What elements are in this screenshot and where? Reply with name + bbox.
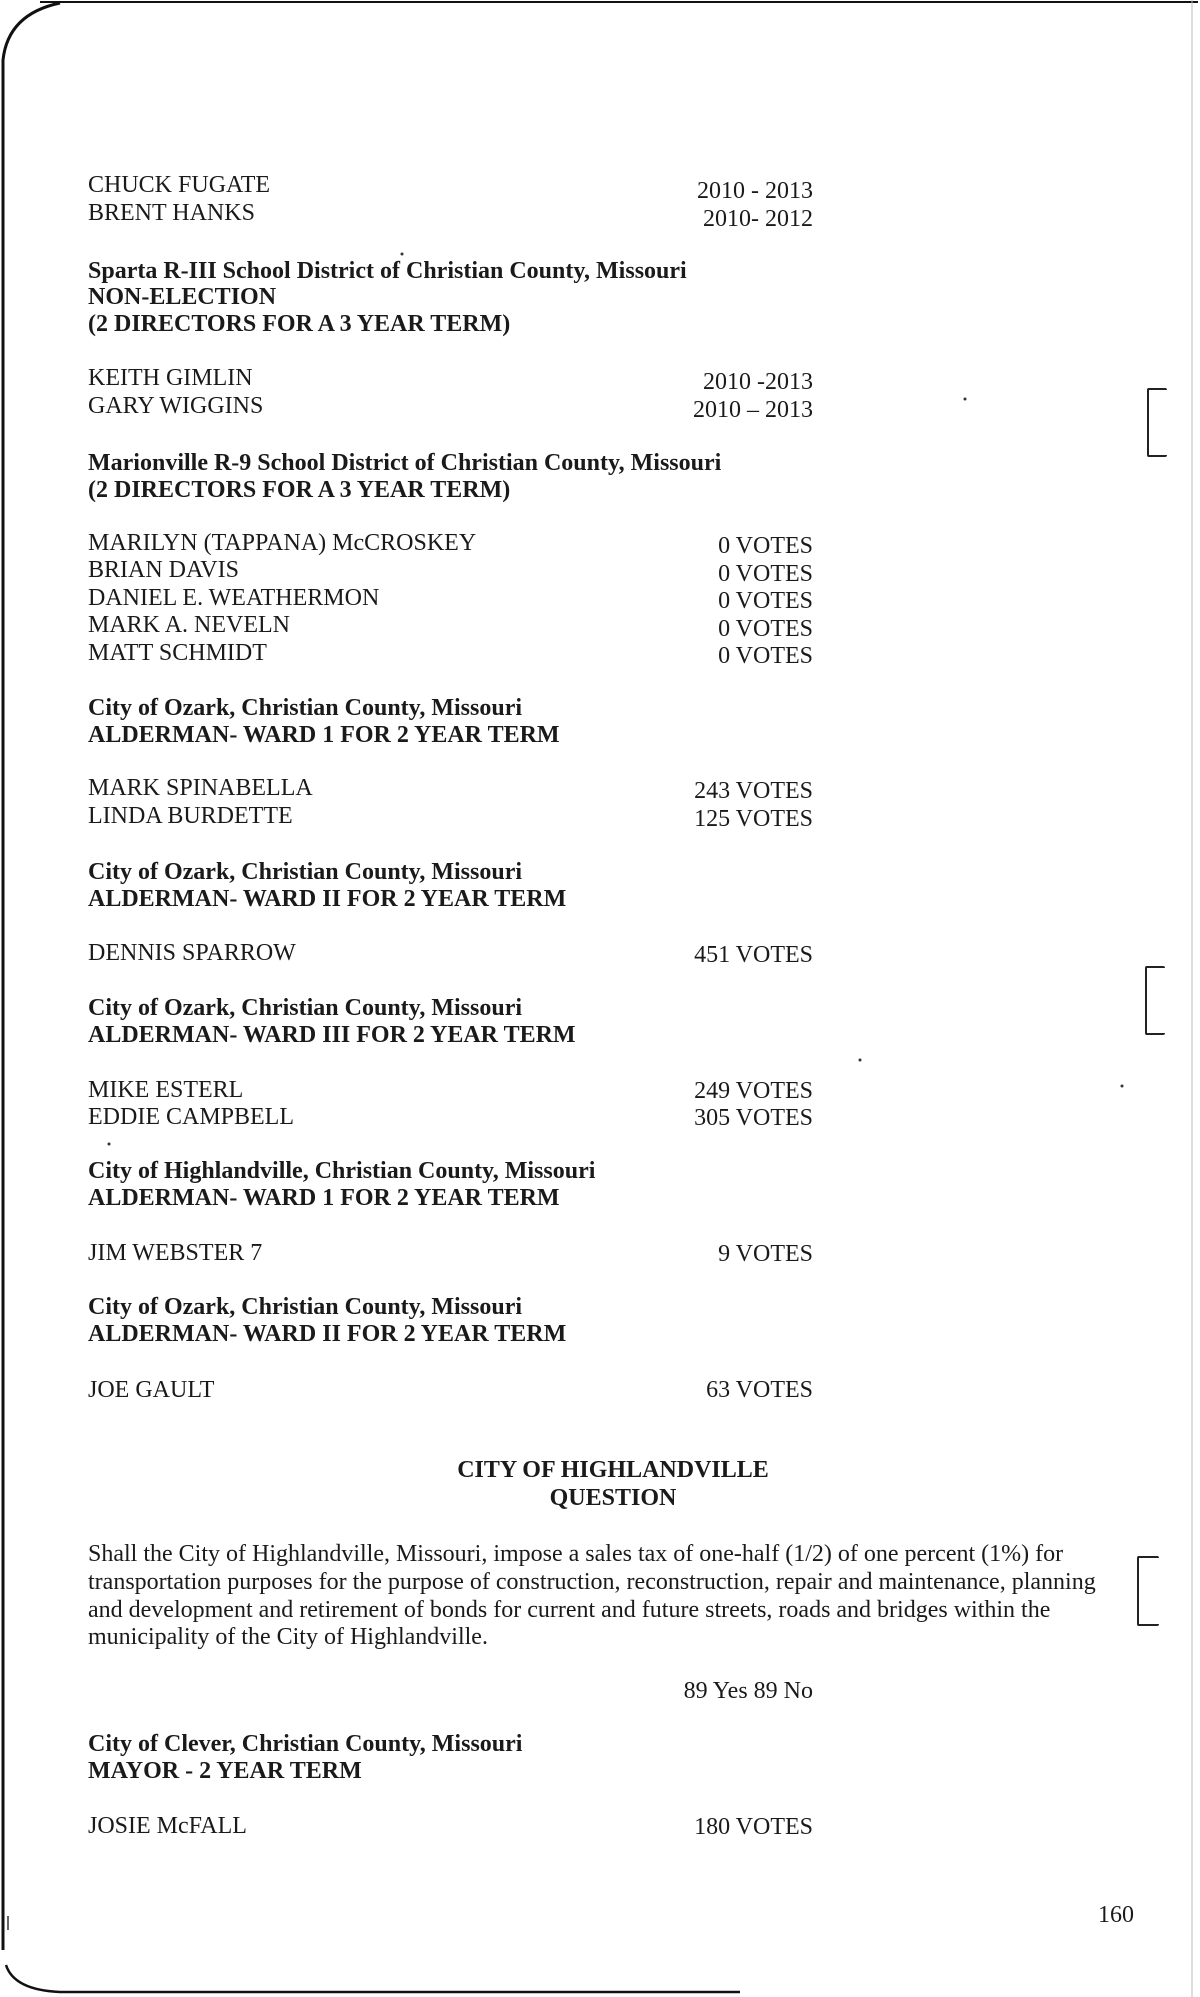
entry-name: MATT SCHMIDT (88, 640, 267, 666)
question-text-line: and development and retirement of bonds for current and future streets, roads and bridges within the (88, 1597, 1051, 1623)
question-result: 89 Yes 89 No (683, 1678, 813, 1704)
entry-value: 0 VOTES (718, 616, 813, 642)
entry-value: 2010- 2012 (703, 206, 813, 232)
section-heading: Marionville R-9 School District of Christian County, Missouri (88, 450, 722, 476)
section-heading: ALDERMAN- WARD II FOR 2 YEAR TERM (88, 1321, 567, 1347)
question-title: QUESTION (549, 1485, 677, 1511)
section-heading: ALDERMAN- WARD II FOR 2 YEAR TERM (88, 886, 567, 912)
entry-name: MARILYN (TAPPANA) McCROSKEY (88, 530, 477, 556)
question-text-line: Shall the City of Highlandville, Missouri, impose a sales tax of one-half (1/2) of one percent (1%) for (88, 1541, 1064, 1567)
section-heading: NON-ELECTION (88, 284, 277, 310)
entry-name: JOE GAULT (88, 1377, 215, 1403)
section-heading: (2 DIRECTORS FOR A 3 YEAR TERM) (88, 311, 511, 337)
entry-name: BRIAN DAVIS (88, 557, 239, 583)
section-heading: City of Ozark, Christian County, Missouri (88, 1294, 523, 1320)
entry-value: 2010 -2013 (703, 369, 813, 395)
entry-value: 125 VOTES (694, 806, 813, 832)
margin-bracket-mark (1137, 1556, 1159, 1626)
entry-name: MIKE ESTERL (88, 1077, 244, 1103)
question-text-line: transportation purposes for the purpose of construction, reconstruction, repair and maintenance, planning (88, 1569, 1096, 1595)
entry-value: 0 VOTES (718, 561, 813, 587)
entry-value: 249 VOTES (694, 1078, 813, 1104)
section-heading: City of Ozark, Christian County, Missouri (88, 695, 523, 721)
entry-value: 243 VOTES (694, 778, 813, 804)
section-heading: ALDERMAN- WARD 1 FOR 2 YEAR TERM (88, 1185, 560, 1211)
entry-name: KEITH GIMLIN (88, 365, 253, 391)
section-heading: City of Clever, Christian County, Missouri (88, 1731, 523, 1757)
entry-name: CHUCK FUGATE (88, 172, 271, 198)
entry-value: 180 VOTES (694, 1814, 813, 1840)
entry-name: GARY WIGGINS (88, 393, 264, 419)
section-heading: MAYOR - 2 YEAR TERM (88, 1758, 362, 1784)
entry-value: 2010 - 2013 (697, 178, 813, 204)
page-number: 160 (1098, 1902, 1134, 1928)
section-heading: Sparta R-III School District of Christian County, Missouri (88, 258, 687, 284)
section-heading: City of Ozark, Christian County, Missouri (88, 995, 523, 1021)
entry-name: LINDA BURDETTE (88, 803, 293, 829)
question-title: CITY OF HIGHLANDVILLE (457, 1457, 769, 1483)
entry-name: DANIEL E. WEATHERMON (88, 585, 380, 611)
entry-value: 0 VOTES (718, 643, 813, 669)
margin-bracket-mark (1145, 966, 1165, 1035)
entry-name: BRENT HANKS (88, 200, 255, 226)
entry-name: DENNIS SPARROW (88, 940, 296, 966)
entry-value: 2010 – 2013 (693, 397, 813, 423)
entry-value: 9 VOTES (718, 1241, 813, 1267)
entry-value: 305 VOTES (694, 1105, 813, 1131)
entry-name: MARK A. NEVELN (88, 612, 290, 638)
entry-name: MARK SPINABELLA (88, 775, 313, 801)
entry-name: JIM WEBSTER 7 (88, 1240, 263, 1266)
entry-name: EDDIE CAMPBELL (88, 1104, 294, 1130)
section-heading: (2 DIRECTORS FOR A 3 YEAR TERM) (88, 477, 511, 503)
entry-value: 63 VOTES (706, 1377, 813, 1403)
question-text-line: municipality of the City of Highlandville. (88, 1624, 488, 1650)
section-heading: ALDERMAN- WARD 1 FOR 2 YEAR TERM (88, 722, 560, 748)
entry-name: JOSIE McFALL (88, 1813, 247, 1839)
entry-value: 451 VOTES (694, 942, 813, 968)
entry-value: 0 VOTES (718, 588, 813, 614)
entry-value: 0 VOTES (718, 533, 813, 559)
section-heading: City of Ozark, Christian County, Missouri (88, 859, 523, 885)
section-heading: City of Highlandville, Christian County, Missouri (88, 1158, 596, 1184)
section-heading: ALDERMAN- WARD III FOR 2 YEAR TERM (88, 1022, 576, 1048)
margin-bracket-mark (1147, 388, 1167, 457)
